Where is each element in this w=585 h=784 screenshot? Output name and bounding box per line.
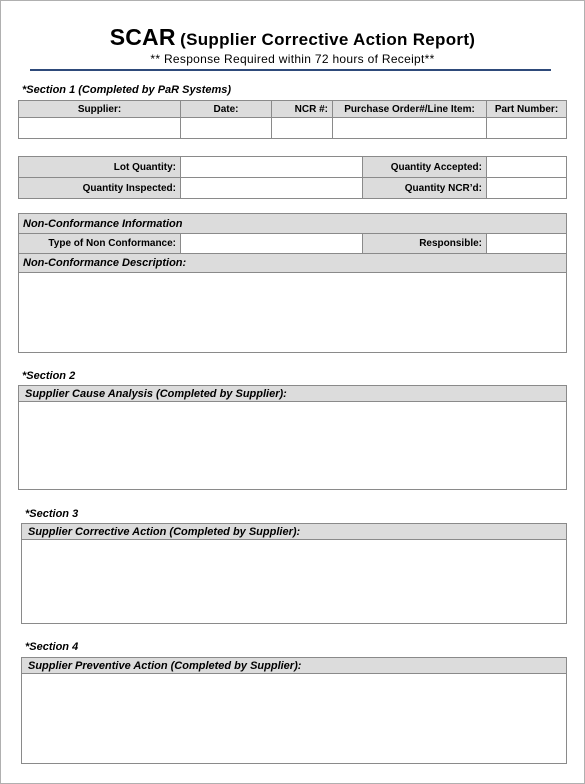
- ncr-number-header: NCR #:: [272, 101, 333, 118]
- nonconformance-description-field[interactable]: [19, 273, 567, 353]
- title-main: SCAR: [109, 24, 176, 50]
- supplier-info-table: [18, 100, 567, 139]
- quantity-accepted-field[interactable]: [487, 157, 567, 178]
- quantity-inspected-label: Quantity Inspected:: [19, 178, 181, 199]
- quantity-ncrd-label: Quantity NCR’d:: [363, 178, 487, 199]
- supplier-field[interactable]: [19, 118, 181, 139]
- purchase-order-field[interactable]: [333, 118, 487, 139]
- ncr-number-field[interactable]: [272, 118, 333, 139]
- section-2-label: *Section 2: [22, 370, 76, 382]
- cause-analysis-box[interactable]: [18, 385, 567, 490]
- responsible-field[interactable]: [487, 234, 567, 254]
- section-3-label: *Section 3: [25, 508, 79, 520]
- date-header: Date:: [181, 101, 272, 118]
- date-field[interactable]: [181, 118, 272, 139]
- section-1-label: *Section 1 (Completed by PaR Systems): [22, 84, 232, 96]
- title-sub: (Supplier Corrective Action Report): [180, 30, 476, 49]
- corrective-action-box[interactable]: [21, 523, 567, 624]
- preventive-action-box[interactable]: [21, 657, 567, 764]
- supplier-header: Supplier:: [19, 101, 181, 118]
- part-number-field[interactable]: [487, 118, 567, 139]
- quantity-ncrd-field[interactable]: [487, 178, 567, 199]
- responsible-label: Responsible:: [363, 234, 487, 254]
- header-rule: [30, 69, 551, 71]
- subtitle: ** Response Required within 72 hours of Receipt**: [150, 52, 435, 66]
- nonconformance-table: [18, 213, 567, 353]
- cause-analysis-title: Supplier Cause Analysis (Completed by Supplier):: [19, 386, 566, 402]
- document-title: [0, 24, 585, 51]
- corrective-action-title: Supplier Corrective Action (Completed by Supplier):: [22, 524, 566, 540]
- nonconformance-info-title: Non-Conformance Information: [19, 214, 567, 234]
- quantity-inspected-field[interactable]: [181, 178, 363, 199]
- part-number-header: Part Number:: [487, 101, 567, 118]
- section-4-label: *Section 4: [25, 641, 79, 653]
- type-nonconformance-label: Type of Non Conformance:: [19, 234, 181, 254]
- lot-quantity-field[interactable]: [181, 157, 363, 178]
- quantity-table: [18, 156, 567, 199]
- preventive-action-title: Supplier Preventive Action (Completed by Supplier):: [22, 658, 566, 674]
- type-nonconformance-field[interactable]: [181, 234, 363, 254]
- lot-quantity-label: Lot Quantity:: [19, 157, 181, 178]
- quantity-accepted-label: Quantity Accepted:: [363, 157, 487, 178]
- nonconformance-description-label: Non-Conformance Description:: [19, 254, 567, 273]
- purchase-order-header: Purchase Order#/Line Item:: [333, 101, 487, 118]
